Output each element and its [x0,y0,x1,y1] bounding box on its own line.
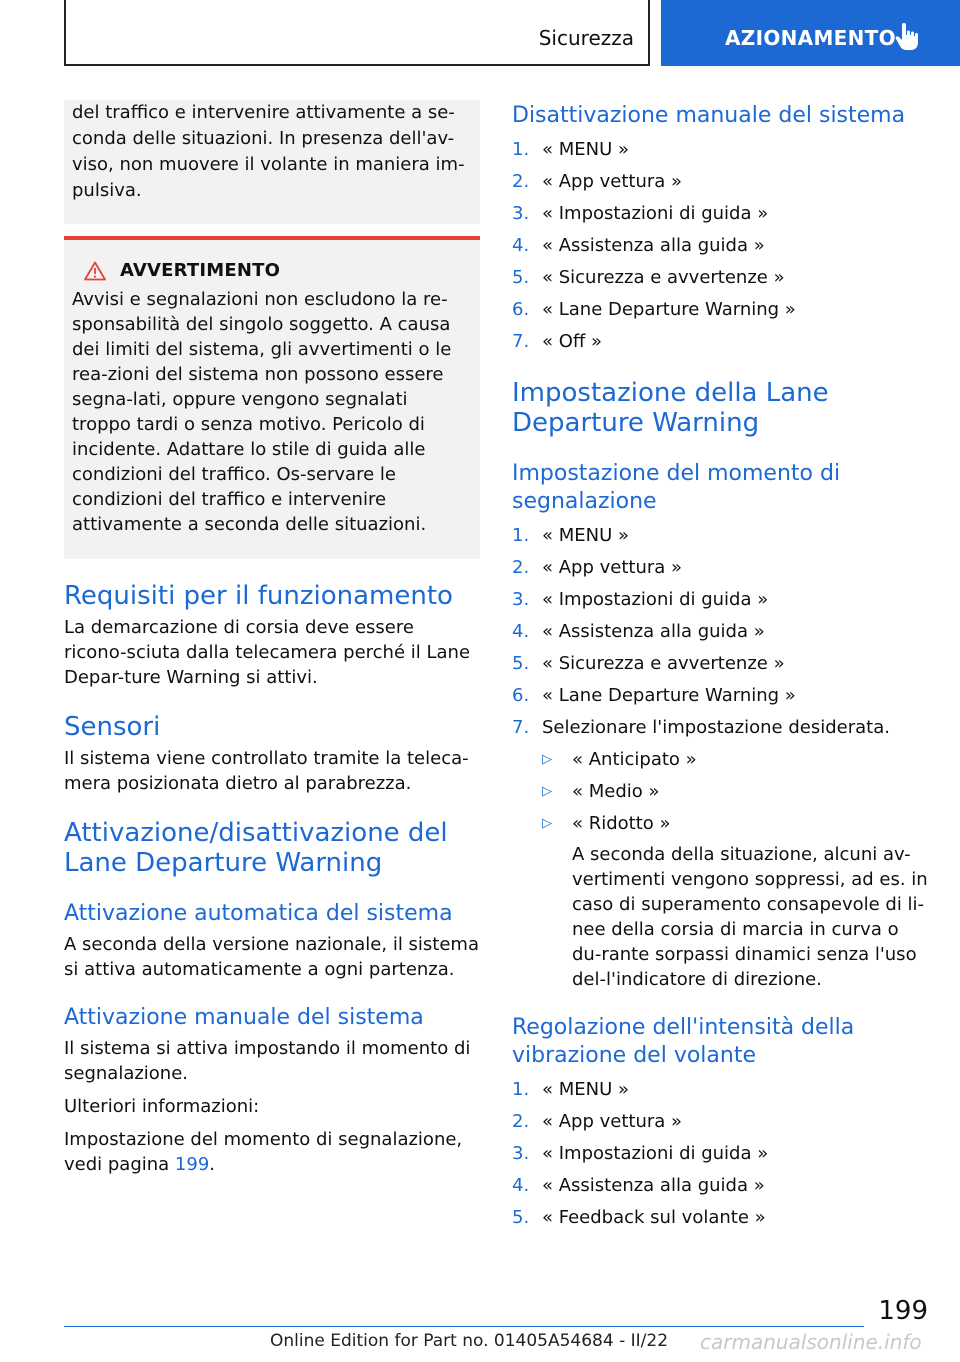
step-number: 3. [512,589,530,610]
step-number: 6. [512,685,530,706]
step-number: 5. [512,1207,530,1228]
list-item [512,552,932,584]
vibration-steps [512,1074,932,1234]
warning-triangle-icon [84,261,106,281]
list-item [512,294,932,326]
step-text: « Assistenza alla guida » [542,235,765,256]
step-text: « MENU » [542,1079,630,1100]
more-info-label: Ulteriori informazioni: [64,1096,260,1117]
heading-manual-activation: Attivazione manuale del sistema [64,1005,424,1030]
step-number: 3. [512,1143,530,1164]
warning-box [64,236,480,559]
option-item [542,776,932,808]
auto-activation-text: A seconda della versione nazionale, il sistema si attiva automaticamente a ogni partenza. [64,934,479,980]
step-number: 5. [512,267,530,288]
step-number: 4. [512,621,530,642]
heading-settings: Impostazione della Lane Departure Warning [512,378,829,438]
step-text: « Sicurezza e avvertenze » [542,653,785,674]
step-text: « Feedback sul volante » [542,1207,766,1228]
triangle-bullet-icon: ▷ [542,816,552,831]
step-number: 2. [512,171,530,192]
heading-requirements: Requisiti per il funzionamento [64,581,453,611]
step-text: « Impostazioni di guida » [542,1143,769,1164]
left-column [64,100,480,1177]
cross-reference-text: Impostazione del momento di segnalazione, vedi pagina [64,1129,463,1175]
page-number: 199 [878,1296,928,1326]
list-item [512,166,932,198]
list-item [512,1138,932,1170]
cross-reference-end: . [209,1154,216,1175]
step-number: 6. [512,299,530,320]
step-text: « Sicurezza e avvertenze » [542,267,785,288]
footer-divider [64,1326,864,1327]
manual-activation-text: Il sistema si attiva impostando il momento di segnalazione. [64,1038,471,1084]
step-number: 2. [512,1111,530,1132]
list-item [512,230,932,262]
step-text: « Assistenza alla guida » [542,621,765,642]
step-text: « App vettura » [542,1111,683,1132]
moment-steps [512,520,932,744]
option-item [542,808,932,840]
sensors-text: Il sistema viene controllato tramite la teleca-mera posizionata dietro al parabrezza. [64,748,469,794]
hand-pointer-icon [893,22,921,52]
header-chapter-label: AZIONAMENTO [725,26,896,50]
header-section-frame [64,0,650,66]
footer-edition: Online Edition for Part no. 01405A54684 - II/22 [270,1331,669,1351]
cross-reference [64,1127,480,1177]
triangle-bullet-icon: ▷ [542,784,552,799]
step-text: « App vettura » [542,171,683,192]
step-text: « Lane Departure Warning » [542,685,796,706]
heading-activation: Attivazione/disattivazione del Lane Departure Warning [64,818,448,878]
header-chapter-tab[interactable] [661,0,960,66]
step-text: « Impostazioni di guida » [542,203,769,224]
step-number: 2. [512,557,530,578]
step-text: « Assistenza alla guida » [542,1175,765,1196]
option-text: « Anticipato » [572,749,697,770]
step-number: 1. [512,525,530,546]
heading-sensors: Sensori [64,712,161,742]
list-item [512,198,932,230]
step-text: Selezionare l'impostazione desiderata. [542,717,890,738]
heading-steering-vibration: Regolazione dell'intensità della vibrazione del volante [512,1015,855,1068]
note-text: del traffico e intervenire attivamente a se-conda delle situazioni. In presenza dell'av-viso, non muovere il volante in maniera im-pulsiva. [72,102,465,201]
warning-title: AVVERTIMENTO [120,260,281,281]
note-box [64,100,480,224]
setting-options [542,744,932,840]
header-section-label: Sicurezza [538,26,634,50]
list-item [512,648,932,680]
list-item [512,134,932,166]
list-item [512,1074,932,1106]
step-number: 1. [512,1079,530,1100]
list-item [512,680,932,712]
step-text: « Lane Departure Warning » [542,299,796,320]
option-note: A seconda della situazione, alcuni av-vertimenti vengono soppressi, ad es. in caso di superamento consapevole di li-nee della corsia di marcia in curva o du-rante sorpassi dinamici senza l'uso del-l'indicatore di direzione. [572,844,928,990]
step-number: 7. [512,331,530,352]
warning-text: Avvisi e segnalazioni non escludono la re-sponsabilità del singolo soggetto. A causa dei limiti del sistema, gli avvertimenti o le rea-zioni del sistema non possono essere segna-lati, oppure vengono segnalati troppo tardi o senza motivo. Pericolo di incidente. Adattare lo stile di guida alle condizioni del traffico. Os-servare le condizioni del traffico e intervenire attivamente a seconda delle situazioni. [72,289,452,535]
list-item [512,262,932,294]
right-column [512,100,932,1234]
list-item [512,1202,932,1234]
triangle-bullet-icon: ▷ [542,752,552,767]
step-text: « Off » [542,331,603,352]
watermark: carmanualsonline.info [700,1330,922,1354]
list-item [512,520,932,552]
list-item [512,1170,932,1202]
step-number: 1. [512,139,530,160]
page-link[interactable]: 199 [174,1154,210,1175]
step-number: 7. [512,717,530,738]
option-text: « Ridotto » [572,813,671,834]
list-item [512,1106,932,1138]
step-text: « Impostazioni di guida » [542,589,769,610]
step-number: 5. [512,653,530,674]
list-item [512,584,932,616]
list-item [512,326,932,358]
heading-warning-moment: Impostazione del momento di segnalazione [512,461,841,514]
deactivation-steps [512,134,932,358]
step-text: « MENU » [542,139,630,160]
warning-header [72,260,472,281]
step-number: 4. [512,1175,530,1196]
option-text: « Medio » [572,781,660,802]
step-number: 4. [512,235,530,256]
step-number: 3. [512,203,530,224]
list-item [512,712,932,744]
heading-auto-activation: Attivazione automatica del sistema [64,901,453,926]
heading-manual-deactivation: Disattivazione manuale del sistema [512,103,906,128]
list-item [512,616,932,648]
step-text: « MENU » [542,525,630,546]
requirements-text: La demarcazione di corsia deve essere ricono-sciuta dalla telecamera perché il Lane Depar-ture Warning si attivi. [64,617,471,688]
step-text: « App vettura » [542,557,683,578]
option-item [542,744,932,776]
